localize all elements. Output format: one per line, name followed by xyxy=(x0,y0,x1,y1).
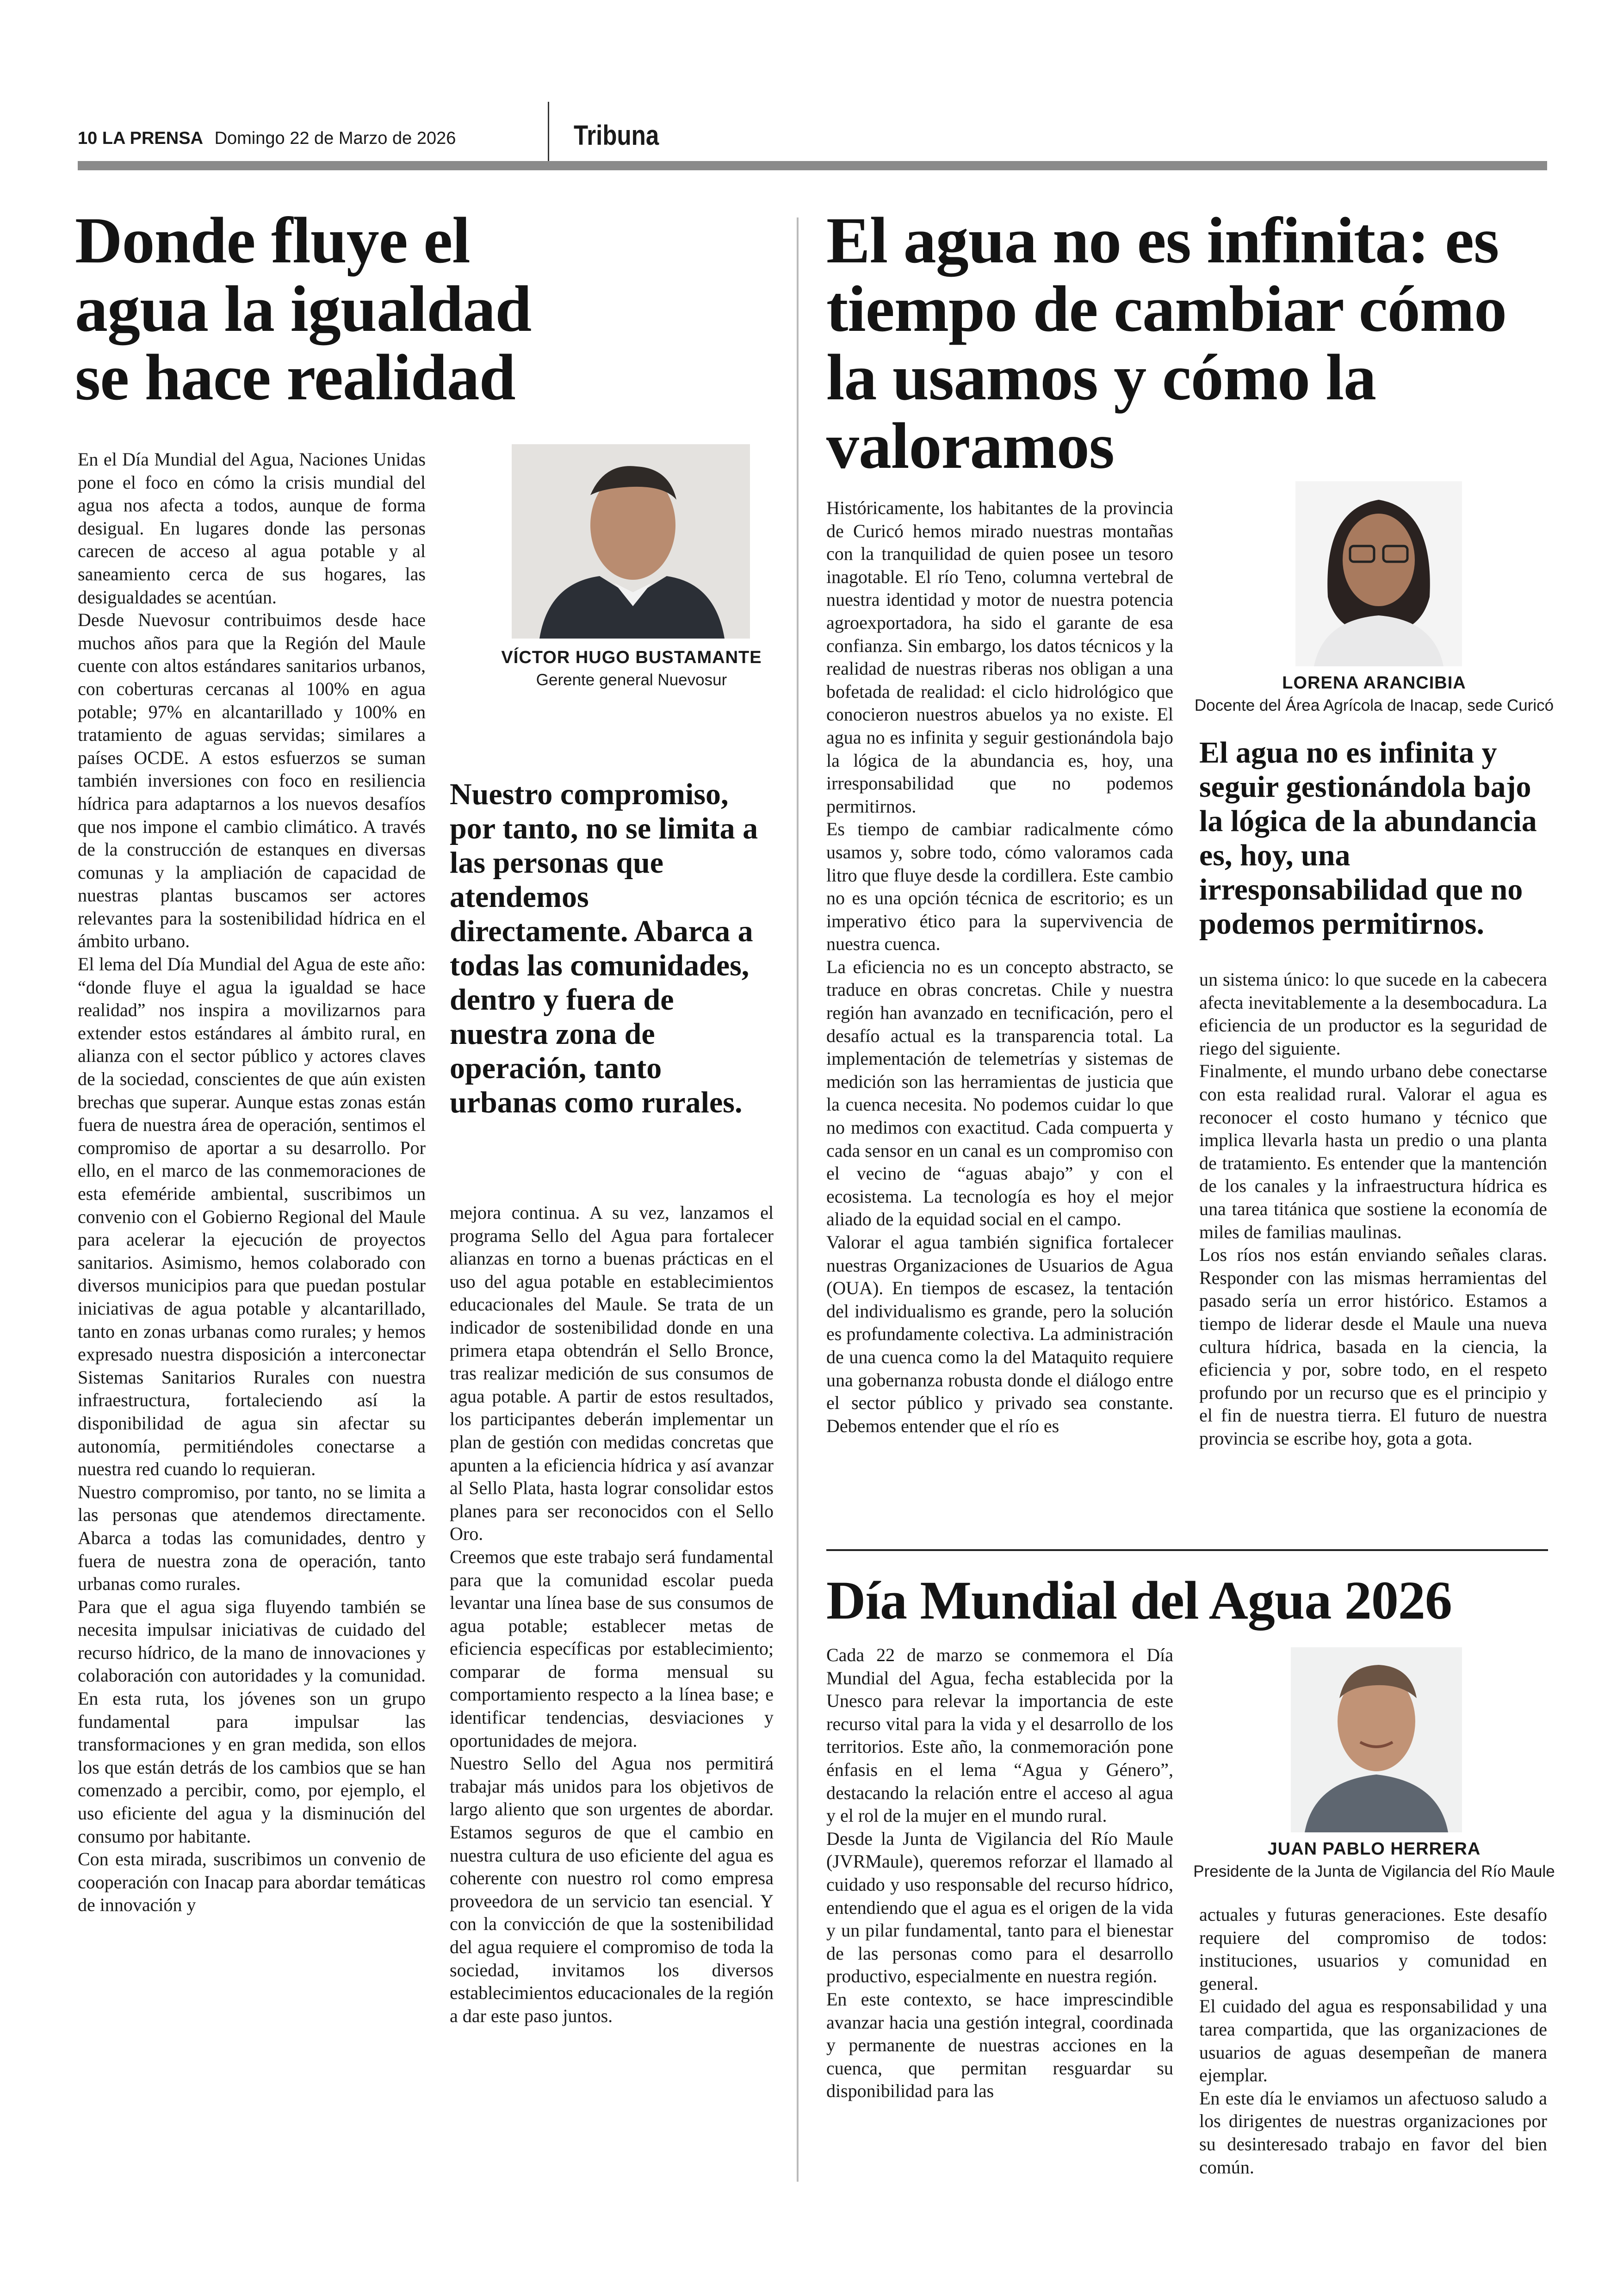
paragraph: En el Día Mundial del Agua, Naciones Unidas pone el foco en cómo la crisis mundial del agua nos afecta a todos, aunque de forma desigual. En lugares donde las personas carecen de acceso al agua potable y al saneamiento cerca de sus hogares, las desigualdades se acentúan. xyxy=(78,449,426,608)
author-photo-herrera xyxy=(1291,1647,1462,1832)
author-name: VÍCTOR HUGO BUSTAMANTE xyxy=(501,648,762,667)
paragraph: Para que el agua siga fluyendo también se necesita impulsar iniciativas de cuidado del recurso hídrico, de la mano de innovaciones y colaboración con autoridades y la comunidad. En esta ruta, los jóvenes son un grupo fundamental para impulsar las transformaciones y en gran medida, son ellos los que están detrás de los cambios que se han comenzado a percibir, como, por ejemplo, el uso eficiente del agua y la disminución del consumo por habitante. xyxy=(78,1596,426,1847)
paragraph: La eficiencia no es un concepto abstracto, se traduce en obras concretas. Chile y nuestra región han avanzado en tecnificación, pero el desafío actual es la transparencia total. La implementación de telemetrías y sistemas de medición son las herramientas de justicia que la cuenca necesita. No podemos cuidar lo que no medimos con exactitud. Cada compuerta y cada sensor en un canal es un compromiso con el vecino de “aguas abajo” y con el ecosistema. La tecnología es hoy el mejor aliado de la equidad social en el campo. xyxy=(826,956,1173,1230)
article3-column-2 xyxy=(1199,1903,1547,2178)
article2-column-2 xyxy=(1199,968,1547,1450)
paragraph: mejora continua. A su vez, lanzamos el programa Sello del Agua para fortalecer alianzas en torno a buenas prácticas en el uso del agua potable en establecimientos educacionales del Maule. Se trata de un indicador de sostenibilidad donde en una primera etapa obtendrán el Sello Bronce, tras realizar medición de sus consumos de agua potable. A partir de estos resultados, los participantes deberán implementar un plan de gestión con medidas concretas que apunten a la eficiencia hídrica y así avanzar al Sello Plata, hasta lograr consolidar estos planes para ser reconocidos con el Sello Oro. xyxy=(450,1202,774,1545)
paragraph: Cada 22 de marzo se conmemora el Día Mundial del Agua, fecha establecida por la Unesco para relevar la importancia de este recurso vital para la vida y el desarrollo de los territorios. Este año, la conmemoración pone énfasis en el lema “Agua y Género”, destacando la relación entre el acceso al agua y el rol de la mujer en el mundo rural. xyxy=(826,1644,1173,1826)
author-role: Gerente general Nuevosur xyxy=(536,671,727,689)
article2-title: El agua no es infinita: es tiempo de cambiar cómo la usamos y cómo la valoramos xyxy=(826,204,1507,482)
paragraph: un sistema único: lo que sucede en la cabecera afecta inevitablemente a la desembocadura. La eficiencia de un productor es la seguridad de riego del siguiente. xyxy=(1199,969,1547,1059)
paragraph: El cuidado del agua es responsabilidad y una tarea compartida, que las organizaciones de usuarios de aguas desempeñan de manera ejemplar. xyxy=(1199,1996,1547,2086)
paragraph: Con esta mirada, suscribimos un convenio de cooperación con Inacap para abordar temáticas de innovación y xyxy=(78,1849,426,1916)
header-divider xyxy=(548,102,549,162)
paragraph: En este día le enviamos un afectuoso saludo a los dirigentes de nuestras organizaciones por su desinteresado trabajo en favor del bien común. xyxy=(1199,2087,1547,2178)
article-separator xyxy=(826,1549,1548,1551)
paragraph: Desde la Junta de Vigilancia del Río Maule (JVRMaule), queremos reforzar el llamado al cuidado y uso responsable del recurso hídrico, entendiendo que el agua es el origen de la vida y un pilar fundamental, tanto para el bienestar de las personas como para el desarrollo productivo, especialmente en nuestra región. xyxy=(826,1828,1173,1987)
paragraph: Finalmente, el mundo urbano debe conectarse con esta realidad rural. Valorar el agua es reconocer el costo humano y técnico que implica llevarla hasta un predio o una planta de tratamiento. Es entender que la mantención de los canales y la infraestructura hídrica es una tarea titánica que sostiene la economía de miles de familias maulinas. xyxy=(1199,1061,1547,1242)
article3-column-1 xyxy=(826,1644,1173,2103)
publication-name: LA PRENSA xyxy=(102,129,204,148)
paragraph: Es tiempo de cambiar radicalmente cómo usamos y, sobre todo, cómo valoramos cada litro que fluye desde la cordillera. Este cambio no es una opción técnica de escritorio; es un imperativo ético para la supervivencia de nuestra cuenca. xyxy=(826,819,1173,955)
pull-quote: El agua no es infinita y seguir gestionándola bajo la lógica de la abundancia es, hoy, una irresponsabilidad que no podemos permitirnos. xyxy=(1199,736,1537,941)
section-name: Tribuna xyxy=(574,120,659,151)
article2-column-1 xyxy=(826,496,1173,1437)
article1-column-2 xyxy=(450,1201,774,2027)
author-name: JUAN PABLO HERRERA xyxy=(1267,1839,1481,1859)
paragraph: Nuestro compromiso, por tanto, no se limita a las personas que atendemos directamente. Abarca a todas las comunidades, dentro y fuera de nuestra zona de operación, tanto urbanas como rurales. xyxy=(78,1481,426,1595)
header-bar xyxy=(78,161,1547,170)
paragraph: Históricamente, los habitantes de la provincia de Curicó hemos mirado nuestras montañas con la tranquilidad de quien posee un tesoro inagotable. El río Teno, columna vertebral de nuestra identidad y motor de nuestra potencia agroexportadora, ha sido el garante de esa confianza. Sin embargo, los datos técnicos y la realidad de nuestras riberas nos obligan a una bofetada de realidad: el ciclo hidrológico que conocieron nuestros abuelos ya no existe. El agua no es infinita y seguir gestionándola bajo la lógica de la abundancia es, hoy, una irresponsabilidad que no podemos permitirnos. xyxy=(826,497,1173,817)
paragraph: En este contexto, se hace imprescindible avanzar hacia una gestión integral, coordinada y permanente de nuestras acciones en la cuenca, que permitan resguardar su disponibilidad para las xyxy=(826,1988,1173,2102)
pull-quote: Nuestro compromiso, por tanto, no se limita a las personas que atendemos directamente. Abarca a todas las comunidades, dentro y fuera de nuestra zona de operación, tanto urbanas como rurales. xyxy=(450,777,758,1119)
author-name: LORENA ARANCIBIA xyxy=(1282,673,1466,693)
paragraph: Valorar el agua también significa fortalecer nuestras Organizaciones de Usuarios de Agua (OUA). En tiempos de escasez, la tentación del individualismo es grande, pero la solución es profundamente colectiva. La administración de una cuenca como la del Mataquito requiere una gobernanza robusta donde el diálogo entre el sector público y privado sea constante. Debemos entender que el río es xyxy=(826,1232,1173,1436)
page-header xyxy=(78,129,456,149)
article1-column-1 xyxy=(78,448,426,1917)
page-number: 10 xyxy=(78,129,98,148)
paragraph: El lema del Día Mundial del Agua de este año: “donde fluye el agua la igualdad se hace realidad” nos inspira a movilizarnos para extender estos estándares al ámbito rural, en alianza con el sector público y actores claves de la sociedad, conscientes de que aún existen brechas que superar. Aunque estas zonas están fuera de nuestra área de operación, sentimos el compromiso de aportar a su desarrollo. Por ello, en el marco de las conmemoraciones de esta efeméride ambiental, suscribimos un convenio con el Gobierno Regional del Maule para acelerar la ejecución de proyectos sanitarios. Asimismo, hemos colaborado con diversos municipios para que puedan postular iniciativas de agua potable y alcantarillado, tanto en zonas urbanas como rurales; y hemos expresado nuestra disposición a interconectar Sistemas Sanitarios Rurales con nuestra infraestructura, fortaleciendo así la disponibilidad de agua sin afectar su autonomía, permitiéndoles conectarse a nuestra red cuando lo requieran. xyxy=(78,954,426,1480)
paragraph: actuales y futuras generaciones. Este desafío requiere del compromiso de todos: instituciones, usuarios y comunidad en general. xyxy=(1199,1904,1547,1994)
issue-date: Domingo 22 de Marzo de 2026 xyxy=(214,129,456,148)
paragraph: Desde Nuevosur contribuimos desde hace muchos años para que la Región del Maule cuente con altos estándares sanitarios urbanos, con coberturas cercanas al 100% en agua potable; 97% en alcantarillado y 100% en tratamiento de aguas servidas; similares a países OCDE. A estos esfuerzos se suman también inversiones con foco en resiliencia hídrica para adaptarnos a los nuevos desafíos que nos impone el cambio climático. A través de la construcción de estanques en diversas comunas y la ampliación de capacidad de nuestras plantas buscamos ser actores relevantes para la sostenibilidad hídrica en el ámbito urbano. xyxy=(78,609,426,952)
author-role: Docente del Área Agrícola de Inacap, sede Curicó xyxy=(1194,696,1554,714)
paragraph: Los ríos nos están enviando señales claras. Responder con las mismas herramientas del pasado sería un error histórico. Estamos a tiempo de liderar desde el Maule una nueva cultura hídrica, basada en la ciencia, la eficiencia y por, sobre todo, en el respeto profundo por un recurso que es el principio y el fin de nuestra tierra. El futuro de nuestra provincia se escribe hoy, gota a gota. xyxy=(1199,1244,1547,1449)
paragraph: Nuestro Sello del Agua nos permitirá trabajar más unidos para los objetivos de largo aliento que son urgentes de abordar. Estamos seguros de que el cambio en nuestra cultura de uso eficiente del agua es coherente con nuestro rol como empresa proveedora de un servicio tan esencial. Y con la convicción de que la sostenibilidad del agua requiere el compromiso de toda la sociedad, invitamos los diversos establecimientos educacionales de la región a dar este paso juntos. xyxy=(450,1753,774,2026)
column-divider xyxy=(797,217,799,2182)
article1-title: Donde fluye el agua la igualdad se hace realidad xyxy=(75,204,532,414)
author-role: Presidente de la Junta de Vigilancia del Río Maule xyxy=(1193,1862,1555,1880)
paragraph: Creemos que este trabajo será fundamental para que la comunidad escolar pueda levantar una línea base de sus consumos de agua potable; establecer metas de eficiencia específicas por establecimiento; comparar de forma mensual su comportamiento respecto a la línea base; e identificar tendencias, desviaciones y oportunidades de mejora. xyxy=(450,1546,774,1751)
author-photo-bustamante xyxy=(512,444,750,639)
author-photo-arancibia xyxy=(1295,481,1462,666)
article3-title: Día Mundial del Agua 2026 xyxy=(826,1570,1452,1631)
